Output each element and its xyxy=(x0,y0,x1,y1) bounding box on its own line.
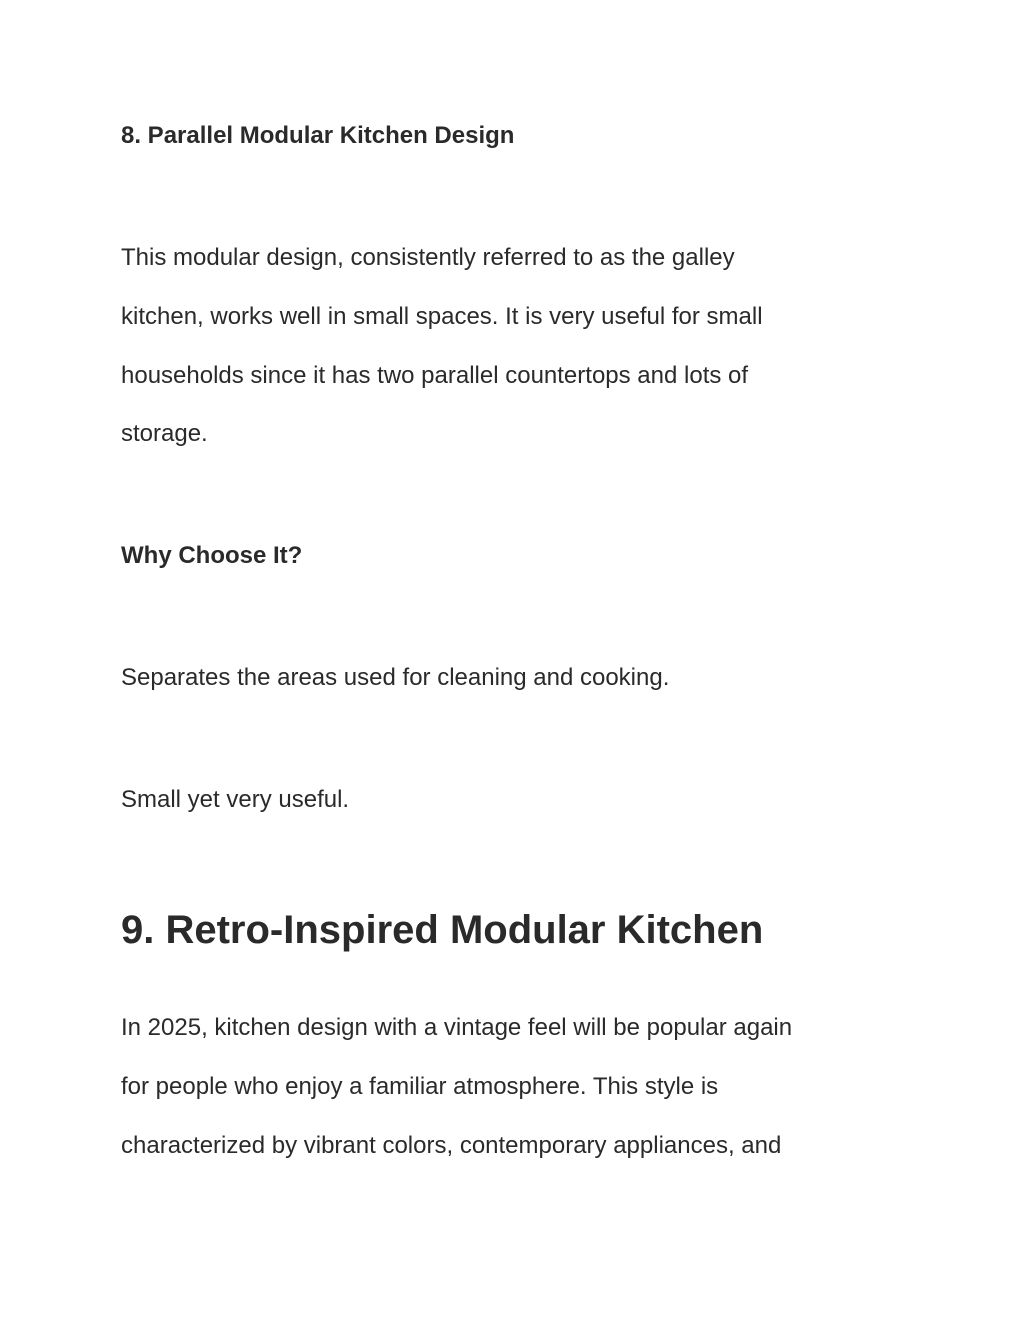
section-9-intro-line: In 2025, kitchen design with a vintage feel will be popular again xyxy=(121,1014,793,1041)
benefit-point: Small yet very useful. xyxy=(121,786,350,813)
why-choose-subheading: Why Choose It? xyxy=(121,542,303,569)
section-9-heading: 9. Retro-Inspired Modular Kitchen xyxy=(121,908,764,952)
benefit-point: Separates the areas used for cleaning and cooking. xyxy=(121,664,670,691)
section-8-heading: 8. Parallel Modular Kitchen Design xyxy=(121,122,515,149)
section-8-intro-line: This modular design, consistently referred to as the galley xyxy=(121,244,735,271)
section-8-intro-line: kitchen, works well in small spaces. It is very useful for small xyxy=(121,302,763,330)
section-8-intro-line: households since it has two parallel countertops and lots of xyxy=(121,361,749,389)
section-8-intro-line: storage. xyxy=(121,420,208,448)
section-9-intro xyxy=(121,999,901,1175)
section-8-intro xyxy=(121,229,901,464)
section-9-intro-line: for people who enjoy a familiar atmosphere. This style is xyxy=(121,1072,719,1100)
section-9-intro-line: characterized by vibrant colors, contemporary appliances, and xyxy=(121,1131,782,1159)
